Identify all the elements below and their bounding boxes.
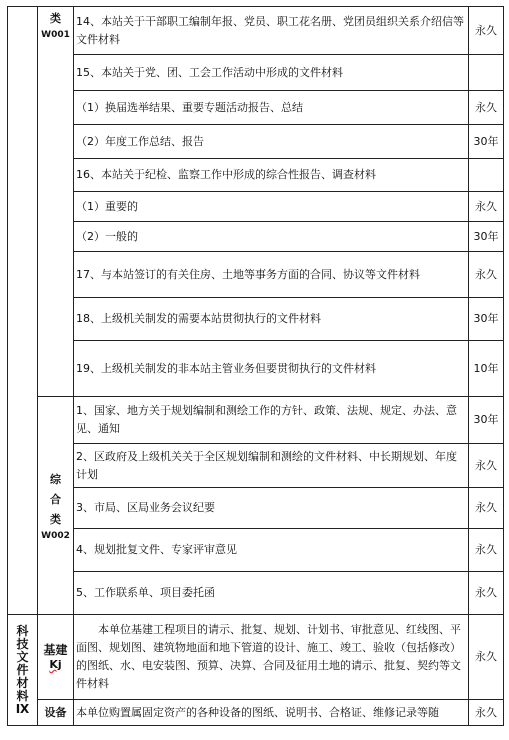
retention-term: 永久 [469, 91, 504, 125]
subcategory-jianji [38, 615, 74, 700]
table-row [8, 159, 504, 192]
subcategory-code: W001 [41, 30, 70, 40]
table-row [8, 444, 504, 488]
subcategory-name: 基建 [43, 643, 68, 657]
category-suffix: Ⅸ [15, 701, 30, 716]
subcategory-char: 类 [50, 512, 61, 526]
item-description: 19、上级机关制发的非本站主管业务但要贯彻执行的文件材料 [74, 341, 469, 397]
retention-term: 10年 [469, 341, 504, 397]
retention-term [469, 55, 504, 91]
item-description: （1）重要的 [74, 192, 469, 222]
subcategory-equipment: 设备 [38, 700, 74, 726]
item-description: （1）换届选举结果、重要专题活动报告、总结 [74, 91, 469, 125]
table-row [8, 7, 504, 55]
subcategory-name: 类 [50, 12, 61, 25]
item-description: 14、本站关于干部职工编制年报、党员、职工花名册、党团员组织关系介绍信等文件材料 [74, 7, 469, 55]
subcategory-admin-w001 [38, 7, 74, 397]
subcategory-code: Kj [49, 658, 62, 671]
subcategory-char: 综 [50, 472, 61, 486]
item-description: 16、本站关于纪检、监察工作中形成的综合性报告、调查材料 [74, 159, 469, 192]
category-char: 文 [16, 649, 29, 664]
subcategory-code: W002 [41, 530, 70, 541]
retention-term: 永久 [469, 615, 504, 700]
item-description: 2、区政府及上级机关关于全区规划编制和测绘的文件材料、中长期规划、年度计划 [74, 444, 469, 488]
retention-term: 30年 [469, 397, 504, 444]
table-row [8, 91, 504, 125]
category-char: 科 [16, 623, 29, 638]
item-description: （2）一般的 [74, 222, 469, 252]
retention-table [7, 6, 504, 726]
item-description: 5、工作联系单、项目委托函 [74, 572, 469, 615]
item-description: 17、与本站签订的有关住房、土地等事务方面的合同、协议等文件材料 [74, 252, 469, 298]
table-row [8, 222, 504, 252]
retention-term: 30年 [469, 125, 504, 159]
category-char: 材 [16, 675, 29, 690]
table-row [8, 252, 504, 298]
retention-term: 永久 [469, 572, 504, 615]
table-row [8, 397, 504, 444]
retention-term: 永久 [469, 529, 504, 572]
item-description: 1、国家、地方关于规划编制和测绘工作的方针、政策、法规、规定、办法、意见、通知 [74, 397, 469, 444]
table-row [8, 55, 504, 91]
item-description: 15、本站关于党、团、工会工作活动中形成的文件材料 [74, 55, 469, 91]
table-row [8, 488, 504, 529]
retention-term [469, 159, 504, 192]
table-row [8, 615, 504, 700]
item-description: （2）年度工作总结、报告 [74, 125, 469, 159]
table-row [8, 192, 504, 222]
retention-term: 永久 [469, 444, 504, 488]
subcategory-general-w002 [38, 397, 74, 615]
item-description-text: 本单位基建工程项目的请示、批复、规划、计划书、审批意见、红线图、平面图、规划图、建筑物地面和地下管道的设计、施工、竣工、验收（包括修改）的图纸、水、电安装图、预算、决算、合同及征用土地的请示、批复、契约等文件材料 [76, 623, 461, 690]
retention-term: 永久 [469, 7, 504, 55]
item-description: 3、市局、区局业务会议纪要 [74, 488, 469, 529]
item-description [74, 615, 469, 700]
category-char: 料 [16, 688, 29, 703]
category-column-blank [8, 7, 38, 615]
retention-term: 30年 [469, 298, 504, 341]
table-row [8, 529, 504, 572]
subcategory-char: 合 [50, 492, 61, 506]
category-char: 件 [16, 662, 29, 677]
retention-term: 永久 [469, 192, 504, 222]
item-description: 4、规划批复文件、专家评审意见 [74, 529, 469, 572]
table-row [8, 341, 504, 397]
retention-term: 永久 [469, 488, 504, 529]
table-row [8, 125, 504, 159]
retention-term: 30年 [469, 222, 504, 252]
table-row [8, 572, 504, 615]
table-row [8, 700, 504, 726]
retention-term: 永久 [469, 252, 504, 298]
item-description: 18、上级机关制发的需要本站贯彻执行的文件材料 [74, 298, 469, 341]
table-row [8, 298, 504, 341]
item-description: 本单位购置属固定资产的各种设备的图纸、说明书、合格证、维修记录等随 [74, 700, 469, 726]
retention-term: 永久 [469, 700, 504, 726]
category-char: 技 [16, 636, 29, 651]
category-sci-tech [8, 615, 38, 726]
